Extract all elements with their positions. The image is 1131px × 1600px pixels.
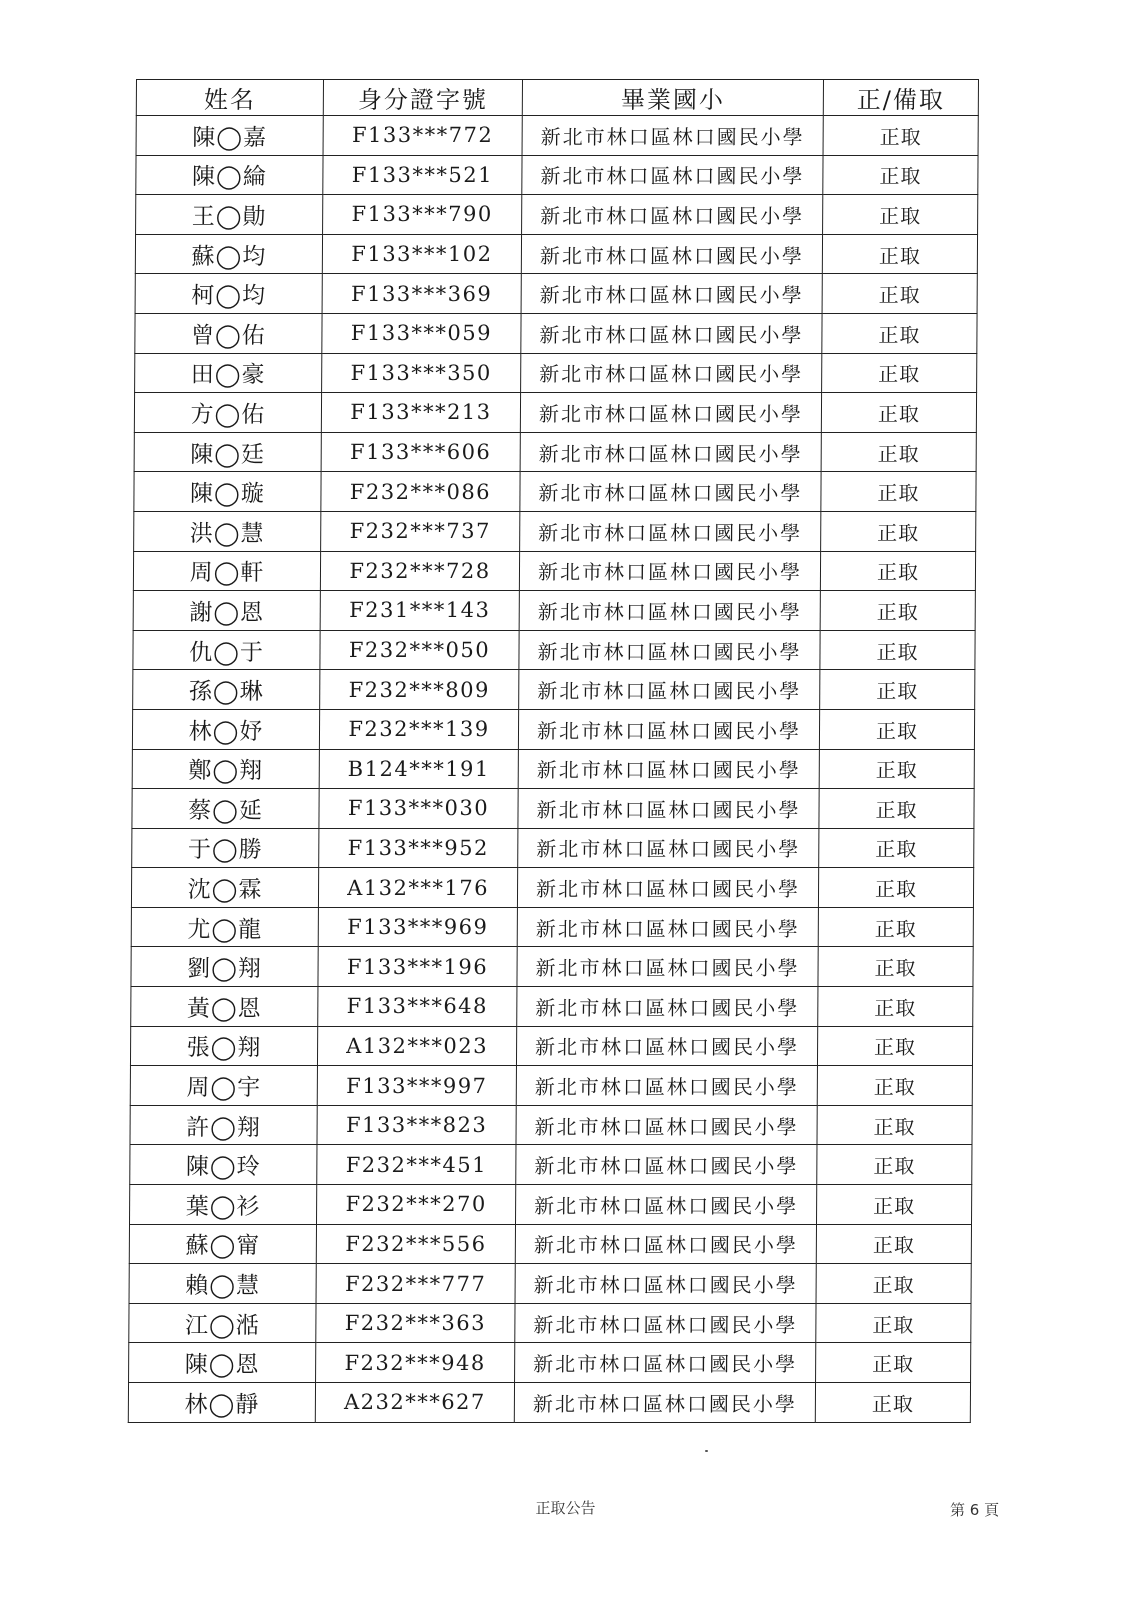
student-name-cell: 劉◯翔 bbox=[131, 947, 318, 987]
admission-status-cell: 正取 bbox=[819, 749, 974, 789]
elementary-school-cell: 新北市林口區林口國民小學 bbox=[519, 670, 820, 710]
table-row bbox=[129, 1264, 971, 1304]
id-number-cell: F133***772 bbox=[323, 116, 522, 156]
id-number-cell: F232***139 bbox=[319, 709, 518, 749]
id-number-cell: F133***648 bbox=[318, 987, 517, 1027]
student-name-cell: 陳◯嘉 bbox=[136, 116, 323, 156]
elementary-school-cell: 新北市林口區林口國民小學 bbox=[514, 1383, 815, 1423]
id-number-cell: F133***102 bbox=[322, 234, 521, 274]
admission-status-cell: 正取 bbox=[822, 274, 977, 314]
student-name-cell: 陳◯廷 bbox=[134, 432, 321, 472]
table-row bbox=[130, 1145, 972, 1185]
table-row bbox=[135, 274, 977, 314]
student-name-cell: 尤◯龍 bbox=[131, 907, 318, 947]
elementary-school-cell: 新北市林口區林口國民小學 bbox=[515, 1303, 816, 1343]
student-name-cell: 曾◯佑 bbox=[135, 313, 322, 353]
table-row bbox=[133, 670, 975, 710]
table-row bbox=[128, 1383, 970, 1423]
id-number-cell: F232***728 bbox=[320, 551, 519, 591]
elementary-school-cell: 新北市林口區林口國民小學 bbox=[515, 1224, 816, 1264]
id-number-cell: A132***176 bbox=[318, 868, 517, 908]
id-number-cell: F133***823 bbox=[317, 1105, 516, 1145]
id-number-cell: F133***213 bbox=[321, 393, 520, 433]
student-name-cell: 仇◯于 bbox=[133, 630, 320, 670]
student-name-cell: 孫◯琳 bbox=[133, 670, 320, 710]
table-row bbox=[130, 1066, 972, 1106]
table-row bbox=[134, 432, 976, 472]
elementary-school-cell: 新北市林口區林口國民小學 bbox=[520, 472, 821, 512]
admission-status-cell: 正取 bbox=[818, 987, 973, 1027]
student-name-cell: 許◯翔 bbox=[130, 1105, 317, 1145]
admission-status-cell: 正取 bbox=[816, 1303, 971, 1343]
scan-speck bbox=[705, 1450, 708, 1452]
id-number-cell: F232***451 bbox=[317, 1145, 516, 1185]
id-number-cell: F133***952 bbox=[319, 828, 518, 868]
elementary-school-cell: 新北市林口區林口國民小學 bbox=[522, 155, 823, 195]
student-name-cell: 陳◯綸 bbox=[136, 155, 323, 195]
admission-status-cell: 正取 bbox=[819, 828, 974, 868]
admission-status-cell: 正取 bbox=[823, 195, 978, 235]
admission-status-cell: 正取 bbox=[820, 591, 975, 631]
admission-status-cell: 正取 bbox=[821, 393, 976, 433]
id-number-cell: F232***086 bbox=[321, 472, 520, 512]
id-number-cell: F133***059 bbox=[322, 313, 521, 353]
table-row bbox=[130, 1185, 972, 1225]
elementary-school-cell: 新北市林口區林口國民小學 bbox=[521, 353, 822, 393]
admission-status-cell: 正取 bbox=[817, 1026, 972, 1066]
elementary-school-cell: 新北市林口區林口國民小學 bbox=[517, 947, 818, 987]
table-row bbox=[129, 1343, 971, 1383]
table-row bbox=[135, 353, 977, 393]
student-name-cell: 黃◯恩 bbox=[131, 987, 318, 1027]
id-number-cell: F232***050 bbox=[320, 630, 519, 670]
admission-status-cell: 正取 bbox=[815, 1383, 970, 1423]
student-name-cell: 賴◯慧 bbox=[129, 1264, 316, 1304]
admission-status-cell: 正取 bbox=[820, 670, 975, 710]
student-name-cell: 陳◯玲 bbox=[130, 1145, 317, 1185]
id-number-cell: F232***737 bbox=[321, 511, 520, 551]
id-number-cell: F232***948 bbox=[316, 1343, 515, 1383]
table-row bbox=[130, 1105, 972, 1145]
table-row bbox=[133, 551, 975, 591]
table-row bbox=[132, 789, 974, 829]
footer-title: 正取公告 bbox=[535, 1499, 596, 1517]
id-number-cell: F232***363 bbox=[316, 1303, 515, 1343]
student-name-cell: 蘇◯甯 bbox=[129, 1224, 316, 1264]
admission-status-cell: 正取 bbox=[819, 789, 974, 829]
student-name-cell: 謝◯恩 bbox=[133, 591, 320, 631]
admission-status-cell: 正取 bbox=[821, 432, 976, 472]
table-row bbox=[134, 511, 976, 551]
admission-status-cell: 正取 bbox=[820, 551, 975, 591]
page-number: 第 6 頁 bbox=[950, 1501, 1000, 1519]
table-row bbox=[136, 116, 978, 156]
header-name: 姓名 bbox=[136, 80, 323, 116]
admission-roster-table bbox=[128, 79, 979, 1423]
student-name-cell: 蘇◯均 bbox=[135, 234, 322, 274]
elementary-school-cell: 新北市林口區林口國民小學 bbox=[516, 1145, 817, 1185]
table-row bbox=[131, 947, 973, 987]
id-number-cell: F232***556 bbox=[316, 1224, 515, 1264]
id-number-cell: F232***270 bbox=[317, 1185, 516, 1225]
elementary-school-cell: 新北市林口區林口國民小學 bbox=[515, 1343, 816, 1383]
elementary-school-cell: 新北市林口區林口國民小學 bbox=[520, 432, 821, 472]
id-number-cell: F133***350 bbox=[322, 353, 521, 393]
elementary-school-cell: 新北市林口區林口國民小學 bbox=[517, 907, 818, 947]
elementary-school-cell: 新北市林口區林口國民小學 bbox=[517, 987, 818, 1027]
student-name-cell: 柯◯均 bbox=[135, 274, 322, 314]
table-header-row bbox=[136, 80, 978, 116]
admission-status-cell: 正取 bbox=[818, 947, 973, 987]
admission-status-cell: 正取 bbox=[822, 313, 977, 353]
admission-status-cell: 正取 bbox=[817, 1185, 972, 1225]
admission-status-cell: 正取 bbox=[816, 1264, 971, 1304]
student-name-cell: 田◯豪 bbox=[135, 353, 322, 393]
admission-status-cell: 正取 bbox=[821, 511, 976, 551]
id-number-cell: F133***030 bbox=[319, 789, 518, 829]
table-row bbox=[131, 868, 973, 908]
table-row bbox=[132, 709, 974, 749]
table-row bbox=[132, 828, 974, 868]
admission-status-cell: 正取 bbox=[816, 1343, 971, 1383]
admission-status-cell: 正取 bbox=[818, 907, 973, 947]
elementary-school-cell: 新北市林口區林口國民小學 bbox=[517, 868, 818, 908]
elementary-school-cell: 新北市林口區林口國民小學 bbox=[520, 393, 821, 433]
elementary-school-cell: 新北市林口區林口國民小學 bbox=[518, 789, 819, 829]
elementary-school-cell: 新北市林口區林口國民小學 bbox=[520, 511, 821, 551]
student-name-cell: 陳◯璇 bbox=[134, 472, 321, 512]
header-admission-status: 正/備取 bbox=[823, 80, 978, 116]
student-name-cell: 沈◯霖 bbox=[131, 868, 318, 908]
student-name-cell: 王◯勛 bbox=[136, 195, 323, 235]
admission-status-cell: 正取 bbox=[817, 1105, 972, 1145]
id-number-cell: F133***369 bbox=[322, 274, 521, 314]
elementary-school-cell: 新北市林口區林口國民小學 bbox=[518, 828, 819, 868]
table-row bbox=[134, 393, 976, 433]
table-row bbox=[134, 472, 976, 512]
student-name-cell: 方◯佑 bbox=[134, 393, 321, 433]
student-name-cell: 江◯湉 bbox=[129, 1303, 316, 1343]
admission-status-cell: 正取 bbox=[820, 630, 975, 670]
elementary-school-cell: 新北市林口區林口國民小學 bbox=[521, 313, 822, 353]
elementary-school-cell: 新北市林口區林口國民小學 bbox=[516, 1066, 817, 1106]
id-number-cell: F133***196 bbox=[318, 947, 517, 987]
admission-status-cell: 正取 bbox=[816, 1224, 971, 1264]
elementary-school-cell: 新北市林口區林口國民小學 bbox=[521, 274, 822, 314]
elementary-school-cell: 新北市林口區林口國民小學 bbox=[516, 1105, 817, 1145]
admission-status-cell: 正取 bbox=[819, 709, 974, 749]
id-number-cell: F133***790 bbox=[323, 195, 522, 235]
student-name-cell: 葉◯衫 bbox=[130, 1185, 317, 1225]
elementary-school-cell: 新北市林口區林口國民小學 bbox=[518, 709, 819, 749]
elementary-school-cell: 新北市林口區林口國民小學 bbox=[519, 630, 820, 670]
elementary-school-cell: 新北市林口區林口國民小學 bbox=[515, 1264, 816, 1304]
admission-status-cell: 正取 bbox=[818, 868, 973, 908]
admission-status-cell: 正取 bbox=[822, 353, 977, 393]
table-row bbox=[131, 907, 973, 947]
table-row bbox=[130, 1026, 972, 1066]
table-row bbox=[136, 195, 978, 235]
id-number-cell: F232***809 bbox=[320, 670, 519, 710]
elementary-school-cell: 新北市林口區林口國民小學 bbox=[522, 116, 823, 156]
id-number-cell: A132***023 bbox=[317, 1026, 516, 1066]
id-number-cell: B124***191 bbox=[319, 749, 518, 789]
id-number-cell: F133***606 bbox=[321, 432, 520, 472]
id-number-cell: A232***627 bbox=[315, 1383, 514, 1423]
elementary-school-cell: 新北市林口區林口國民小學 bbox=[522, 195, 823, 235]
elementary-school-cell: 新北市林口區林口國民小學 bbox=[516, 1185, 817, 1225]
id-number-cell: F133***997 bbox=[317, 1066, 516, 1106]
student-name-cell: 鄭◯翔 bbox=[132, 749, 319, 789]
id-number-cell: F231***143 bbox=[320, 591, 519, 631]
id-number-cell: F133***969 bbox=[318, 907, 517, 947]
table-row bbox=[133, 630, 975, 670]
elementary-school-cell: 新北市林口區林口國民小學 bbox=[519, 551, 820, 591]
student-name-cell: 林◯妤 bbox=[132, 709, 319, 749]
student-name-cell: 陳◯恩 bbox=[129, 1343, 316, 1383]
elementary-school-cell: 新北市林口區林口國民小學 bbox=[519, 591, 820, 631]
table-row bbox=[135, 313, 977, 353]
header-elementary-school: 畢業國小 bbox=[522, 80, 823, 116]
table-row bbox=[136, 155, 978, 195]
table-body bbox=[128, 116, 978, 1423]
admission-status-cell: 正取 bbox=[822, 234, 977, 274]
table-row bbox=[129, 1224, 971, 1264]
student-name-cell: 于◯勝 bbox=[132, 828, 319, 868]
student-name-cell: 周◯宇 bbox=[130, 1066, 317, 1106]
student-name-cell: 蔡◯延 bbox=[132, 789, 319, 829]
id-number-cell: F232***777 bbox=[316, 1264, 515, 1304]
table-row bbox=[131, 987, 973, 1027]
student-name-cell: 林◯靜 bbox=[128, 1383, 315, 1423]
student-name-cell: 周◯軒 bbox=[133, 551, 320, 591]
admission-status-cell: 正取 bbox=[817, 1145, 972, 1185]
table-row bbox=[129, 1303, 971, 1343]
student-name-cell: 洪◯慧 bbox=[134, 511, 321, 551]
admission-status-cell: 正取 bbox=[823, 116, 978, 156]
admission-status-cell: 正取 bbox=[823, 155, 978, 195]
student-name-cell: 張◯翔 bbox=[130, 1026, 317, 1066]
header-id-number: 身分證字號 bbox=[323, 80, 522, 116]
admission-status-cell: 正取 bbox=[817, 1066, 972, 1106]
elementary-school-cell: 新北市林口區林口國民小學 bbox=[516, 1026, 817, 1066]
table-row bbox=[135, 234, 977, 274]
id-number-cell: F133***521 bbox=[323, 155, 522, 195]
elementary-school-cell: 新北市林口區林口國民小學 bbox=[521, 234, 822, 274]
elementary-school-cell: 新北市林口區林口國民小學 bbox=[518, 749, 819, 789]
table-row bbox=[132, 749, 974, 789]
table-row bbox=[133, 591, 975, 631]
admission-status-cell: 正取 bbox=[821, 472, 976, 512]
